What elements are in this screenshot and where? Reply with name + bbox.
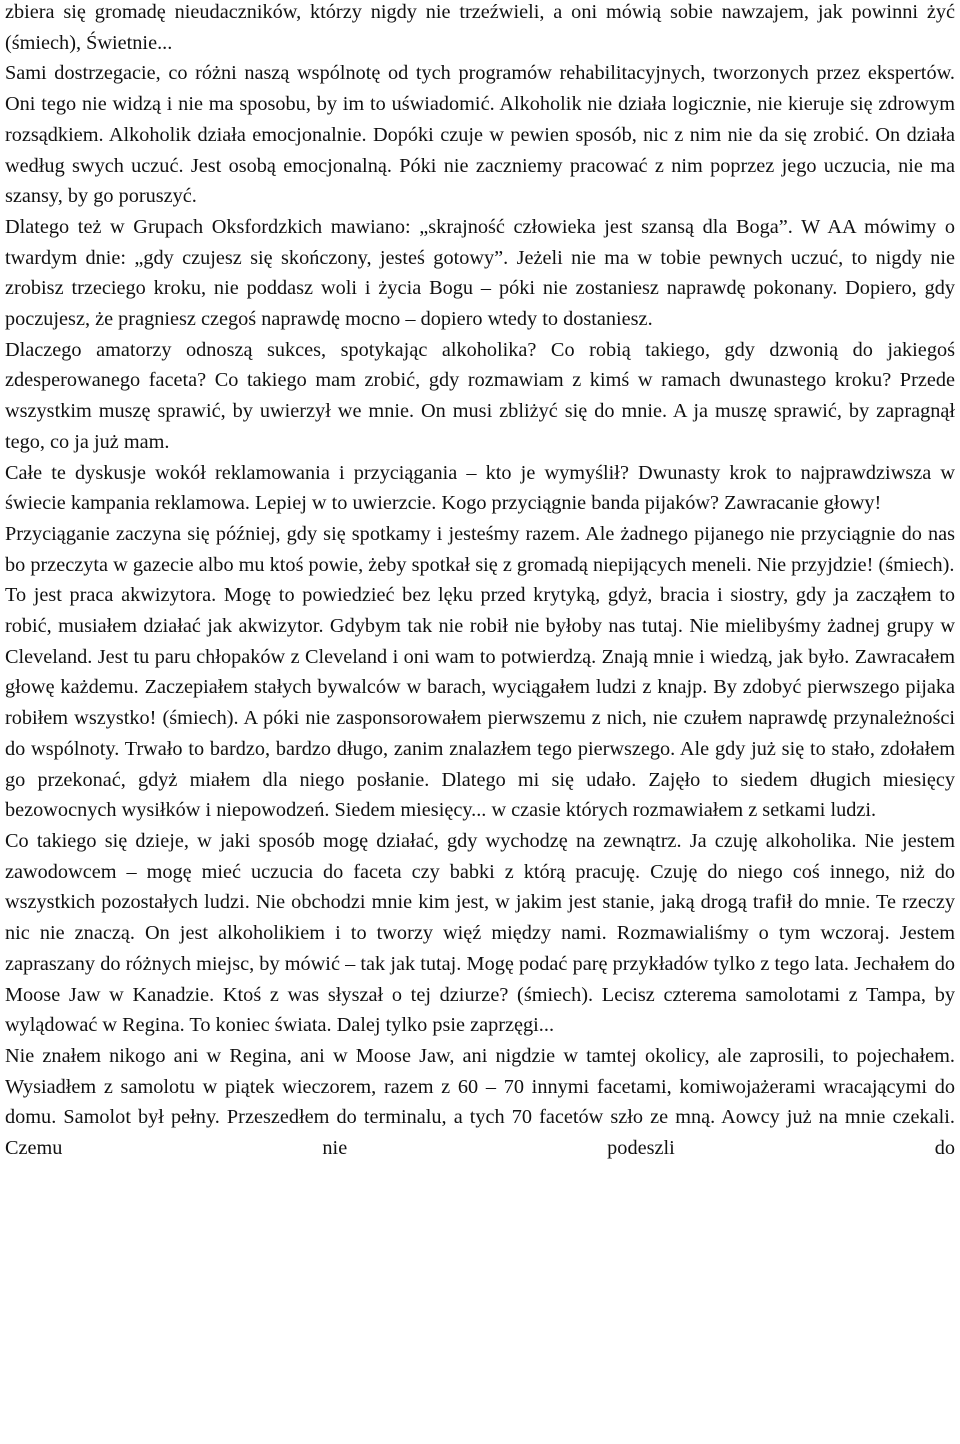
paragraph: Całe te dyskusje wokół reklamowania i przyciągania – kto je wymyślił? Dwunasty krok to najprawdziwsza w świecie kampania reklamowa. Lepiej w to uwierzcie. Kogo przyciągnie banda pijaków? Zawracanie głowy! [5, 461, 955, 515]
paragraph: Dlaczego amatorzy odnoszą sukces, spotykając alkoholika? Co robią takiego, gdy dzwonią do jakiegoś zdesperowanego faceta? Co takiego mam zrobić, gdy rozmawiam z kimś w ramach dwunastego kroku? Przede wszystkim muszę sprawić, by uwierzył we mnie. On musi zbliżyć się do mnie. A ja muszę sprawić, by zapragnął tego, co ja już mam. [5, 338, 955, 453]
document-page [5, 0, 955, 1164]
paragraph: To jest praca akwizytora. Mogę to powiedzieć bez lęku przed krytyką, gdyż, bracia i siostry, gdy ja zacząłem to robić, musiałem działać jak akwizytor. Gdybym tak nie robił nie byłoby nas tutaj. Nie mielibyśmy żadnej grupy w Cleveland. Jest tu paru chłopaków z Cleveland i oni wam to potwierdzą. Znają mnie i wiedzą, jak było. Zawracałem głowę każdemu. Zaczepiałem stałych bywalców w barach, wyciągałem ludzi z knajp. By zdobyć pierwszego pijaka robiłem wszystko! (śmiech). A póki nie zasponsorowałem pierwszemu z nich, nie czułem naprawdę przynależności do wspólnoty. Trwało to bardzo, bardzo długo, zanim znalazłem tego pierwszego. Ale gdy już się to stało, zdołałem go przekonać, gdyż miałem dla niego posłanie. Dlatego mi się udało. Zajęło to siedem długich miesięcy bezowocnych wysiłków i niepowodzeń. Siedem miesięcy... w czasie których rozmawiałem z setkami ludzi. [5, 584, 955, 822]
paragraph: Sami dostrzegacie, co różni naszą wspólnotę od tych programów rehabilitacyjnych, tworzonych przez ekspertów. Oni tego nie widzą i nie ma sposobu, by im to uświadomić. Alkoholik nie działa logicznie, nie kieruje się zdrowym rozsądkiem. Alkoholik działa emocjonalnie. Dopóki czuje w pewien sposób, nic z nim nie da się zrobić. On działa według swych uczuć. Jest osobą emocjonalną. Póki nie zaczniemy pracować z nim poprzez jego uczucia, nie ma szansy, by go poruszyć. [5, 62, 955, 208]
paragraph: Co takiego się dzieje, w jaki sposób mogę działać, gdy wychodzę na zewnątrz. Ja czuję alkoholika. Nie jestem zawodowcem – mogę mieć uczucia do faceta czy babki z którą pracuję. Czuję do niego coś innego, niż do wszystkich pozostałych ludzi. Nie obchodzi mnie kim jest, w jakim jest stanie, jaką drogą trafił do mnie. Te rzeczy nic nie znaczą. On jest alkoholikiem i to tworzy więź między nami. Rozmawialiśmy o tym wczoraj. Jestem zapraszany do różnych miejsc, by mówić – tak jak tutaj. Mogę podać parę przykładów tylko z tego lata. Jechałem do Moose Jaw w Kanadzie. Ktoś z was słyszał o tej dziurze? (śmiech). Lecisz czterema samolotami z Tampa, by wylądować w Regina. To koniec świata. Dalej tylko psie zaprzęgi... [5, 829, 955, 1037]
paragraph: zbiera się gromadę nieudaczników, którzy nigdy nie trzeźwieli, a oni mówią sobie nawzajem, jak powinni żyć (śmiech), Świetnie... [5, 1, 955, 54]
paragraph: Dlatego też w Grupach Oksfordzkich mawiano: „skrajność człowieka jest szansą dla Boga”. W AA mówimy o twardym dnie: „gdy czujesz się skończony, jesteś gotowy”. Jeżeli nie ma w tobie pewnych uczuć, to nigdy nie zrobisz trzeciego kroku, nie poddasz woli i życia Bogu – póki nie zostaniesz naprawdę pokonany. Dopiero, gdy poczujesz, że pragniesz czegoś naprawdę mocno – dopiero wtedy to dostaniesz. [5, 215, 955, 331]
paragraph: Nie znałem nikogo ani w Regina, ani w Moose Jaw, ani nigdzie w tamtej okolicy, ale zaprosili, to pojechałem. Wysiadłem z samolotu w piątek wieczorem, razem z 60 – 70 innymi facetami, komiwojażerami wracającymi do domu. Samolot był pełny. Przeszedłem do terminalu, a tych 70 facetów szło ze mną. Aowcy już na mnie czekali. Czemu nie podeszli do [5, 1044, 955, 1160]
paragraph: Przyciąganie zaczyna się później, gdy się spotkamy i jesteśmy razem. Ale żadnego pijanego nie przyciągnie do nas bo przeczyta w gazecie albo mu ktoś powie, żeby spotkał się z gromadą niepijących meneli. Nie przyjdzie! (śmiech). [5, 522, 955, 576]
